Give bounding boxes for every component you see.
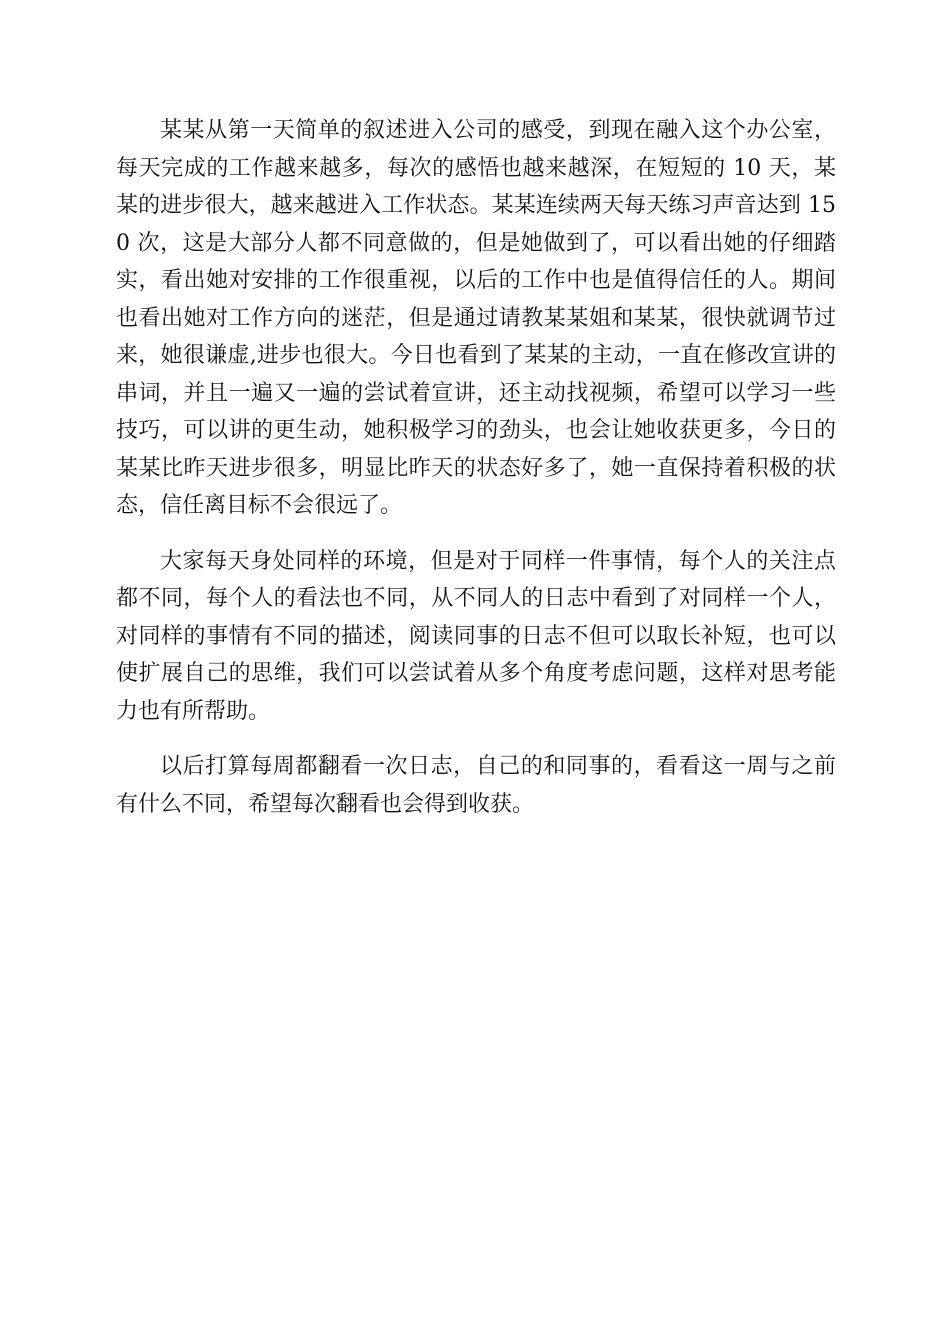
paragraph-2: 大家每天身处同样的环境，但是对于同样一件事情，每个人的关注点都不同，每个人的看法也不同，从不同人的日志中看到了对同样一个人，对同样的事情有不同的描述，阅读同事的日志不但可以取长补短，也可以使扩展自己的思维，我们可以尝试着从多个角度考虑问题，这样对思考能力也有所帮助。 bbox=[116, 548, 836, 724]
document-body bbox=[116, 112, 836, 841]
paragraph-3: 以后打算每周都翻看一次日志，自己的和同事的，看看这一周与之前有什么不同，希望每次翻看也会得到收获。 bbox=[116, 754, 836, 817]
paragraph-1: 某某从第一天简单的叙述进入公司的感受，到现在融入这个办公室，每天完成的工作越来越多，每次的感悟也越来越深，在短短的 10 天，某某的进步很大，越来越进入工作状态。某某连续两天每天练习声音达到 150 次，这是大部分人都不同意做的，但是她做到了，可以看出她的仔细踏实，看出她对安排的工作很重视，以后的工作中也是值得信任的人。期间也看出她对工作方向的迷茫，但是通过请教某某姐和某某，很快就调节过来，她很谦虚,进步也很大。今日也看到了某某的主动，一直在修改宣讲的串词，并且一遍又一遍的尝试着宣讲，还主动找视频，希望可以学习一些技巧，可以讲的更生动，她积极学习的劲头，也会让她收获更多，今日的某某比昨天进步很多，明显比昨天的状态好多了，她一直保持着积极的状态，信任离目标不会很远了。 bbox=[116, 118, 836, 518]
